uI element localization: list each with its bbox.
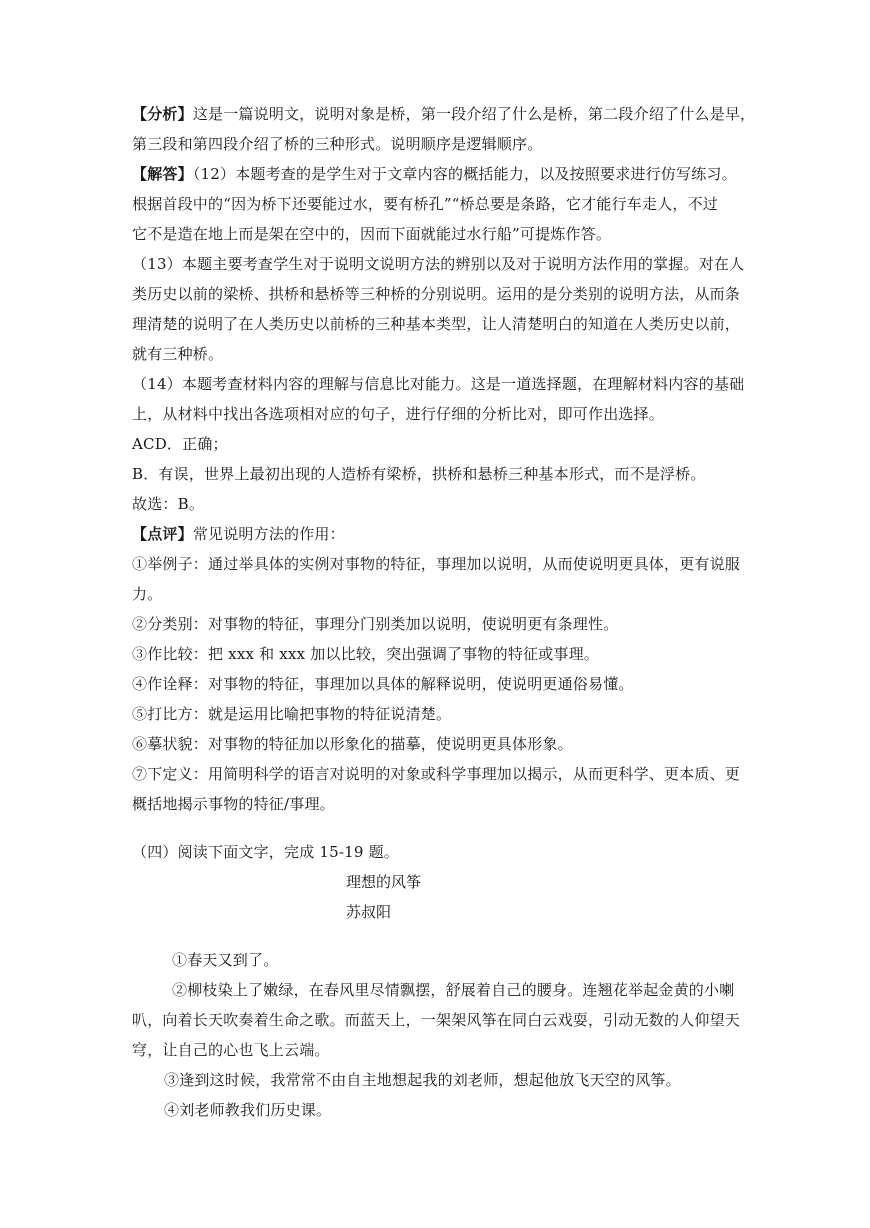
- comment-label: 【点评】: [132, 525, 193, 543]
- solution-label: 【解答】: [132, 165, 193, 183]
- comment-line-7: ⑤打比方：就是运用比喻把事物的特征说清楚。: [132, 705, 452, 723]
- solution-line-1: [132, 164, 737, 184]
- comment-line-5: ③作比较：把 xxx 和 xxx 加以比较，突出强调了事物的特征或事理。: [132, 645, 600, 663]
- comment-text-1: 常见说明方法的作用：: [192, 525, 345, 543]
- comment-line-10: 概括地揭示事物的特征/事理。: [132, 795, 335, 813]
- analysis-text-1: 这是一篇说明文，说明对象是桥，第一段介绍了什么是桥，第二段介绍了什么是早，: [192, 105, 756, 123]
- analysis-label: 【分析】: [132, 105, 193, 123]
- comment-line-8: ⑥摹状貌：对事物的特征加以形象化的描摹，使说明更具体形象。: [132, 735, 573, 753]
- paragraph-3: ③逢到这时候，我常常不由自主地想起我的刘老师，想起他放飞天空的风筝。: [164, 1071, 681, 1089]
- analysis-line-2: 第三段和第四段介绍了桥的三种形式。说明顺序是逻辑顺序。: [132, 135, 543, 153]
- solution-line-8: （14）本题考查材料内容的理解与信息比对能力。这是一道选择题，在理解材料内容的基础: [132, 375, 745, 393]
- solution-text-1: （12）本题考查的是学生对于文章内容的概括能力，以及按照要求进行仿写练习。: [192, 165, 737, 183]
- solution-line-9: 上，从材料中找出各选项相对应的句子，进行仔细的分析比对，即可作出选择。: [132, 405, 665, 423]
- comment-line-9: ⑦下定义：用简明科学的语言对说明的对象或科学事理加以揭示，从而更科学、更本质、更: [132, 765, 741, 783]
- reading-heading: （四）阅读下面文字，完成 15-19 题。: [132, 843, 399, 861]
- solution-line-12: 故选：B。: [132, 495, 205, 513]
- comment-line-1: [132, 524, 345, 544]
- paragraph-2-line-1: ②柳枝染上了嫩绿，在春风里尽情飘摆，舒展着自己的腰身。连翘花举起金黄的小喇: [172, 981, 735, 999]
- comment-line-4: ②分类别：对事物的特征，事理分门别类加以说明，使说明更有条理性。: [132, 615, 619, 633]
- paragraph-4: ④刘老师教我们历史课。: [164, 1101, 332, 1119]
- comment-line-2: ①举例子：通过举具体的实例对事物的特征，事理加以说明，从而使说明更具体，更有说服: [132, 555, 741, 573]
- solution-line-2: 根据首段中的“因为桥下还要能过水，要有桥孔”“桥总要是条路，它才能行车走人，不过: [132, 195, 719, 213]
- solution-line-10: ACD．正确；: [132, 435, 228, 453]
- solution-line-5: 类历史以前的梁桥、拱桥和悬桥等三种桥的分别说明。运用的是分类别的说明方法，从而条: [132, 285, 741, 303]
- paragraph-2-line-3: 穹，让自己的心也飞上云端。: [132, 1041, 330, 1059]
- comment-line-3: 力。: [132, 585, 163, 603]
- article-title: 理想的风筝: [346, 873, 422, 891]
- analysis-line-1: [132, 104, 755, 124]
- solution-line-3: 它不是造在地上而是架在空中的，因而下面就能过水行船”可提炼作答。: [132, 225, 612, 243]
- comment-line-6: ④作诠释：对事物的特征，事理加以具体的解释说明，使说明更通俗易懂。: [132, 675, 634, 693]
- solution-line-7: 就有三种桥。: [132, 345, 224, 363]
- solution-line-6: 理清楚的说明了在人类历史以前桥的三种基本类型，让人清楚明白的知道在人类历史以前，: [132, 315, 741, 333]
- paragraph-1: ①春天又到了。: [172, 951, 279, 969]
- article-author: 苏叔阳: [346, 903, 392, 921]
- paragraph-2-line-2: 叭，向着长天吹奏着生命之歌。而蓝天上，一架架风筝在同白云戏耍，引动无数的人仰望天: [132, 1011, 741, 1029]
- solution-line-4: （13）本题主要考查学生对于说明文说明方法的辨别以及对于说明方法作用的掌握。对在人: [132, 255, 745, 273]
- solution-line-11: B．有误，世界上最初出现的人造桥有梁桥，拱桥和悬桥三种基本形式，而不是浮桥。: [132, 465, 706, 483]
